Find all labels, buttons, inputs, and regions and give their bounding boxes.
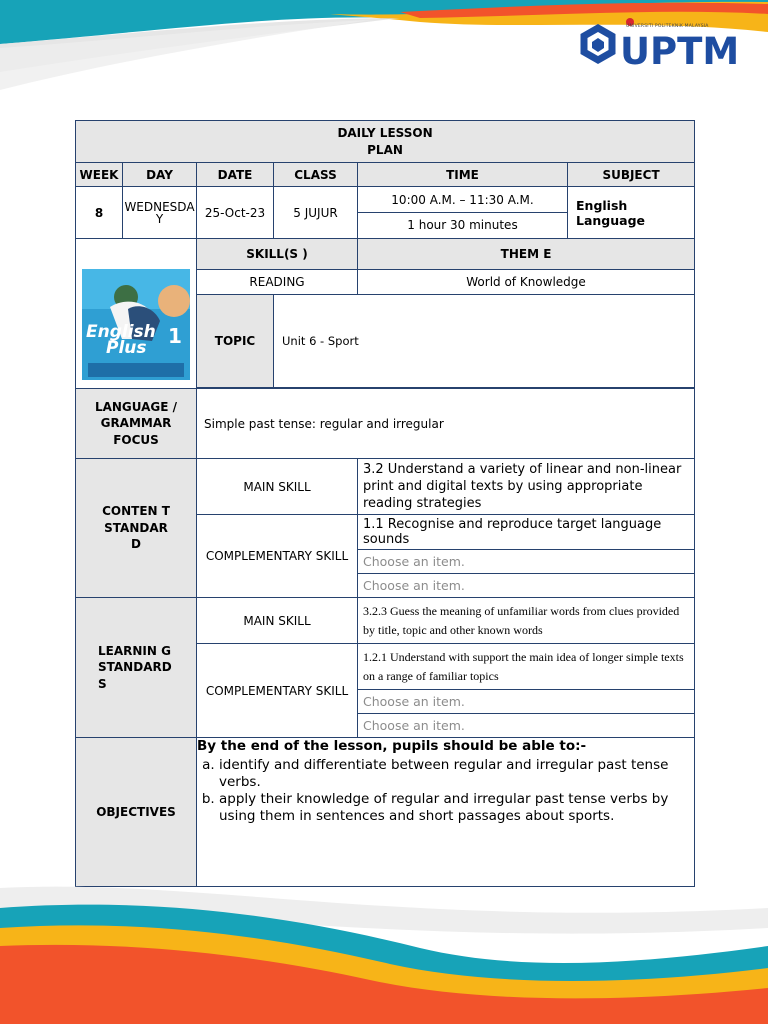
content-choose-item-dropdown-1[interactable]: Choose an item. xyxy=(358,550,695,574)
skill-value: READING xyxy=(197,270,358,295)
header-class: CLASS xyxy=(274,163,358,187)
week-value: 8 xyxy=(76,187,123,239)
content-choose-item-dropdown-2[interactable]: Choose an item. xyxy=(358,574,695,598)
cover-word-english: English xyxy=(86,322,156,342)
content-complementary-skill-label: COMPLEMENTARY SKILL xyxy=(197,515,358,598)
topic-value: Unit 6 - Sport xyxy=(274,295,695,388)
title-line-1: DAILY LESSON xyxy=(337,125,433,140)
header-day: DAY xyxy=(123,163,197,187)
content-complementary-skill-value: 1.1 Recognise and reproduce target language sounds xyxy=(358,515,695,550)
logo-subtitle: UNIVERSITI POLiTEKNiK MALAYSIA xyxy=(626,24,709,29)
learning-complementary-skill-value: 1.2.1 Understand with support the main idea of longer simple texts on a range of familiar topics xyxy=(358,644,695,690)
learning-choose-item-dropdown-2[interactable]: Choose an item. xyxy=(358,714,695,738)
skills-header: SKILL(S ) xyxy=(197,239,358,270)
objectives-label: OBJECTIVES xyxy=(76,738,197,887)
book-cover-cell xyxy=(76,239,197,389)
learning-standards-label: LEARNIN G STANDARD S xyxy=(76,598,197,738)
objectives-intro: By the end of the lesson, pupils should be able to:- xyxy=(197,738,587,754)
theme-value: World of Knowledge xyxy=(358,270,695,295)
learning-complementary-skill-label: COMPLEMENTARY SKILL xyxy=(197,644,358,738)
learning-choose-item-dropdown-1[interactable]: Choose an item. xyxy=(358,690,695,714)
day-value: WEDNESDA Y xyxy=(123,187,197,239)
topic-label: TOPIC xyxy=(197,295,274,388)
header-time: TIME xyxy=(358,163,568,187)
content-main-skill-value: 3.2 Understand a variety of linear and non-linear print and digital texts by using appropriate reading strategies xyxy=(358,459,695,515)
theme-header: THEM E xyxy=(358,239,695,270)
header-week: WEEK xyxy=(76,163,123,187)
learning-main-skill-label: MAIN SKILL xyxy=(197,598,358,644)
objective-item-a: a. identify and differentiate between regular and irregular past tense verbs. xyxy=(219,757,694,791)
time-value: 10:00 A.M. – 11:30 A.M. xyxy=(358,188,567,213)
logo-text: UPTM xyxy=(620,30,740,73)
class-value: 5 JUJUR xyxy=(274,187,358,239)
bottom-wave-decoration xyxy=(0,868,768,1024)
lesson-plan-title xyxy=(76,121,695,163)
duration-value: 1 hour 30 minutes xyxy=(407,218,518,233)
header-subject: SUBJECT xyxy=(568,163,695,187)
objectives-cell xyxy=(197,738,695,887)
title-line-2: PLAN xyxy=(367,142,403,157)
time-cell xyxy=(358,187,568,239)
content-main-skill-label: MAIN SKILL xyxy=(197,459,358,515)
lesson-plan-table xyxy=(75,120,695,887)
date-value: 25-Oct-23 xyxy=(197,187,274,239)
learning-main-skill-value: 3.2.3 Guess the meaning of unfamiliar words from clues provided by title, topic and other known words xyxy=(358,598,695,644)
cover-word-plus: Plus xyxy=(106,338,147,358)
objective-item-b: b. apply their knowledge of regular and irregular past tense verbs by using them in sentences and short passages about sports. xyxy=(219,791,694,825)
objectives-list xyxy=(197,757,694,825)
language-focus-value: Simple past tense: regular and irregular xyxy=(197,389,695,459)
content-standard-label: CONTEN T STANDAR D xyxy=(76,459,197,598)
language-grammar-focus-label: LANGUAGE / GRAMMAR FOCUS xyxy=(76,389,197,459)
cover-number: 1 xyxy=(168,324,182,348)
subject-value: English Language xyxy=(568,187,695,239)
header-date: DATE xyxy=(197,163,274,187)
